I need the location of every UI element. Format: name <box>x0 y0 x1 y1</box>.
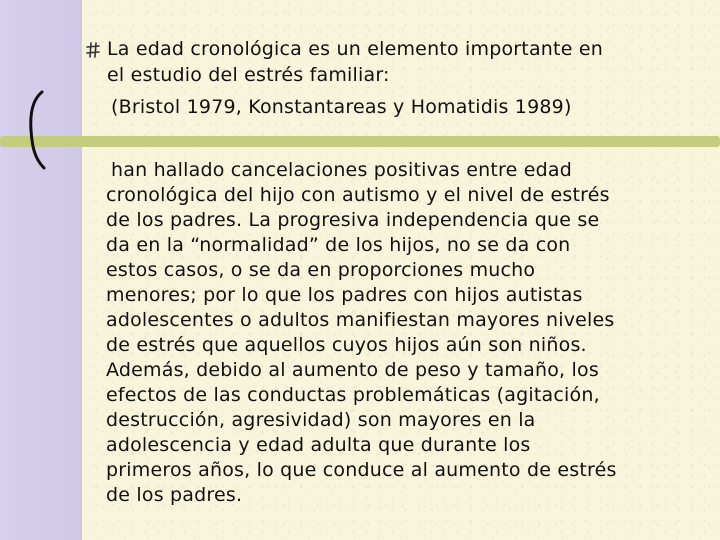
body-line: primeros años, lo que conduce al aumento de estrés <box>106 459 617 481</box>
reference-citation: (Bristol 1979, Konstantareas y Homatidis 1989) <box>111 96 572 118</box>
body-line: han hallado cancelaciones positivas entre edad <box>111 159 572 181</box>
intro-paragraph <box>107 36 707 120</box>
horizontal-accent-bar <box>0 136 720 147</box>
body-line: efectos de las conductas problemáticas (agitación, <box>106 384 600 406</box>
body-line: cronológica del hijo con autismo y el nivel de estrés <box>106 184 610 206</box>
body-line: adolescencia y edad adulta que durante los <box>106 434 531 456</box>
body-line: estos casos, o se da en proporciones mucho <box>106 259 536 281</box>
body-line: da en la “normalidad” de los hijos, no se da con <box>106 234 571 256</box>
left-bracket-icon <box>22 90 48 170</box>
hash-bullet-icon <box>86 42 100 58</box>
body-line: adolescentes o adultos manifiestan mayores niveles <box>106 309 615 331</box>
body-line: Además, debido al aumento de peso y tamaño, los <box>106 359 599 381</box>
body-line: destrucción, agresividad) son mayores en la <box>106 409 536 431</box>
body-line: de estrés que aquellos cuyos hijos aún son niños. <box>106 334 587 356</box>
body-line: de los padres. <box>106 484 243 506</box>
body-line: de los padres. La progresiva independencia que se <box>106 209 600 231</box>
intro-line: La edad cronológica es un elemento importante en <box>107 38 603 60</box>
left-decorative-band <box>0 0 82 540</box>
body-line: menores; por lo que los padres con hijos autistas <box>106 284 583 306</box>
intro-line: el estudio del estrés familiar: <box>107 64 390 86</box>
body-paragraph <box>106 158 706 508</box>
